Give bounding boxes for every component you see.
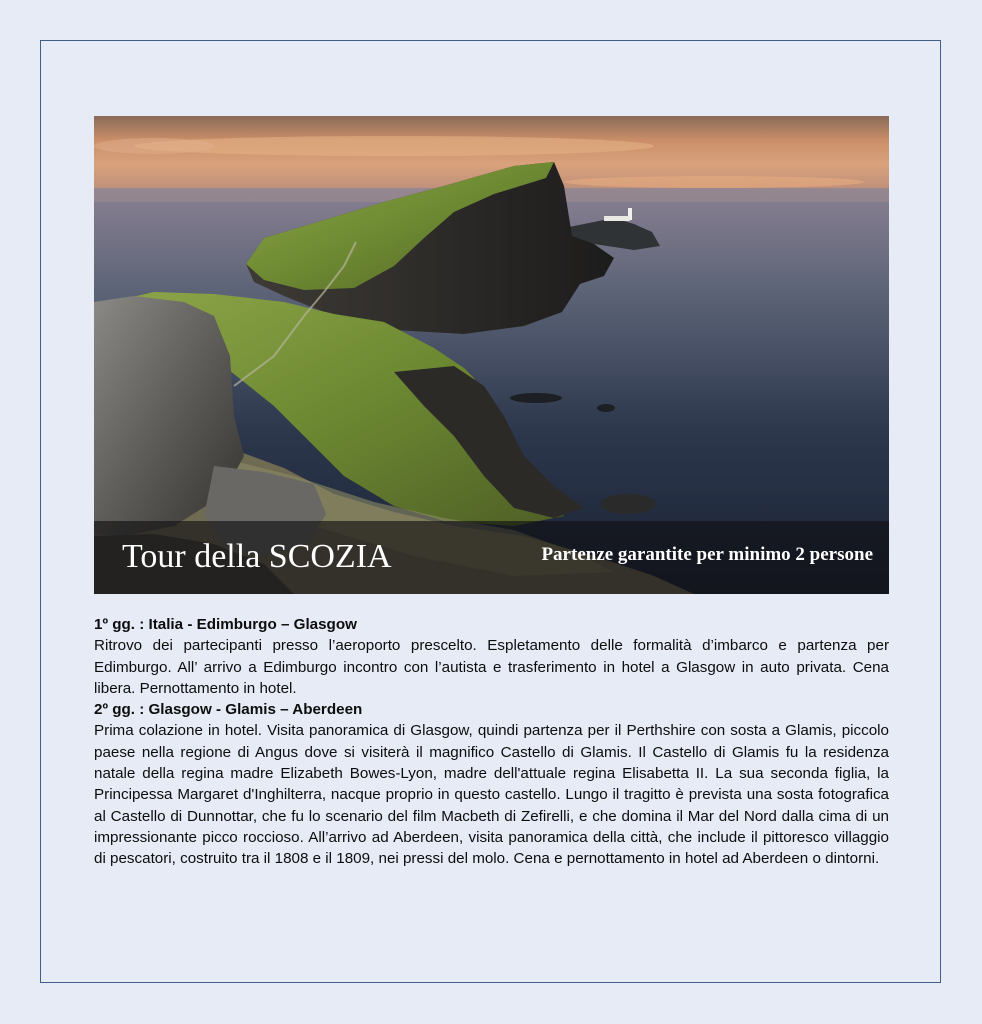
day-heading: 2º gg. : Glasgow - Glamis – Aberdeen	[94, 701, 363, 719]
itinerary-day-2	[94, 699, 889, 869]
day-heading: 1º gg. : Italia - Edimburgo – Glasgow	[94, 616, 357, 633]
day-description: Prima colazione in hotel. Visita panoramica di Glasgow, quindi partenza per il Perthshire con sosta a Glamis, piccolo paese nella regione di Angus dove si visiterà il magnifico Castello di Glamis. Il Castello di Glamis fu la residenza natale della regina madre Elizabeth Bowes-Lyon, madre dell'attuale regina Elisabetta II. La sua seconda figlia, la Principessa Margaret d'Inghilterra, nacque proprio in questo castello. Lungo il tragitto è prevista una sosta fotografica al Castello di Dunnottar, che fu lo scenario del film Macbeth di Zefirelli, e che domina il Mar del Nord dalla cima di un impressionante picco roccioso. All’arrivo ad Aberdeen, visita panoramica della città, che include il pittoresco villaggio di pescatori, costruito tra il 1808 e il 1809, nei pressi del molo. Cena e pernottamento in hotel ad Aberdeen o dintorni.	[94, 722, 889, 868]
itinerary	[94, 614, 889, 870]
banner-subtitle: Partenze garantite per minimo 2 persone	[541, 544, 873, 565]
itinerary-day-1	[94, 614, 889, 699]
banner-title: Tour della SCOZIA	[122, 538, 392, 575]
day-description: Ritrovo dei partecipanti presso l’aeroporto prescelto. Espletamento delle formalità d’imbarco e partenza per Edimburgo. All’ arrivo a Edimburgo incontro con l’autista e trasferimento in hotel a Glasgow in auto privata. Cena libera. Pernottamento in hotel.	[94, 637, 889, 697]
hero-banner	[94, 116, 889, 594]
